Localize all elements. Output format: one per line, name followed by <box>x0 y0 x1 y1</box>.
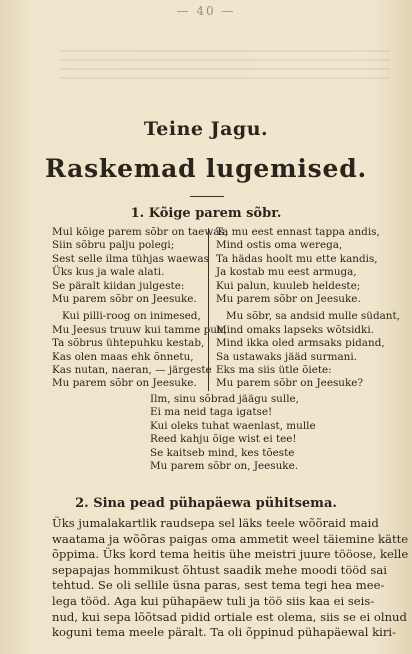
poem-line: Ja kostab mu eest armuga, <box>216 266 357 279</box>
poem-stanza <box>216 226 394 306</box>
poem-line: Ta sõbrus ühtepuhku kestab, <box>52 337 205 350</box>
prose-line: lega tööd. Aga kui pühapäew tuli ja töö siis kaa ei seis- <box>52 593 375 608</box>
poem-line: Mind omaks lapseks wõtsidki. <box>216 323 374 336</box>
poem-line: Mu parem sõbr on Jeesuke. <box>52 293 197 306</box>
title-divider <box>190 196 224 197</box>
section-1-title: 1. Kõige parem sõbr. <box>130 206 282 221</box>
poem-line: Eks ma siis ütle õiete: <box>216 364 332 377</box>
poem-line: Se kaitseb mind, kes tõeste <box>150 446 295 459</box>
poem-line: Siin sõbru palju polegi; <box>52 239 175 252</box>
poem-line: Sa ustawaks jääd surmani. <box>216 350 357 363</box>
section-2-title: 2. Sina pead pühapäewa pühitsema. <box>75 496 337 511</box>
poem-line: Kui pilli-roog on inimesed, <box>62 310 201 323</box>
poem-line: Mu parem sõbr on Jeesuke. <box>52 377 197 390</box>
prose-line: koguni tema meele päralt. Ta oli õppinud pühapäewal kiri- <box>52 625 397 640</box>
prose-line: õppima. Üks kord tema heitis ühe meistri juure tööose, kelle <box>52 547 409 562</box>
poem-line: Kas olen maas ehk õnnetu, <box>52 350 194 363</box>
poem-line: Ta mu eest ennast tappa andis, <box>216 226 380 238</box>
bleed-through-text <box>60 50 390 86</box>
poem-line: Üks kus ja wale alati. <box>52 266 165 279</box>
chapter-title: Raskemad lugemised. <box>44 154 368 183</box>
poem-line: Kui palun, kuuleb heldeste; <box>216 279 361 292</box>
poem-line: Ilm, sinu sõbrad jäägu sulle, <box>150 393 299 405</box>
poem-line: Kui oleks tuhat waenlast, mulle <box>150 419 316 432</box>
poem-right-column <box>216 226 400 395</box>
poem-line: Ta hädas hoolt mu ette kandis, <box>216 252 378 265</box>
poem-line: Mu parem sõbr on Jeesuke? <box>216 377 364 390</box>
poem-line: Ei ma neid taga igatse! <box>150 406 273 419</box>
poem-line: Sest selle ilma tühjas waewas <box>52 252 209 265</box>
poem-line: Mu parem sõbr on, Jeesuke. <box>150 460 299 473</box>
part-title: Teine Jagu. <box>143 118 269 140</box>
poem-stanza <box>52 310 227 390</box>
poem-left-column <box>52 226 229 395</box>
poem-line: Mul kõige parem sõbr on taewas, <box>52 226 229 238</box>
poem-line: Mu sõbr, sa andsid mulle südant, <box>226 310 400 323</box>
poem-stanza <box>216 310 400 390</box>
prose-paragraph <box>52 516 409 641</box>
poem-stanza <box>52 226 229 306</box>
poem-line: Reed kahju õige wist ei tee! <box>150 433 297 446</box>
poem-line: Mu Jeesus truuw kui tamme puu, <box>52 323 227 336</box>
poem-line: Kas nutan, naeran, — järgeste <box>52 364 212 377</box>
poem-line: Mind ikka oled armsaks pidand, <box>216 337 385 350</box>
prose-line: nud, kui sepa lõõtsad pidid ortiale est olema, siis se ei olnud <box>52 609 407 624</box>
prose-line: waatama ja wõõras paigas oma ammetit weel täiemine kätte <box>52 531 409 546</box>
page-number: — 40 — <box>176 4 236 18</box>
poem-line: Mind ostis oma werega, <box>216 239 343 252</box>
prose-line: sepapajas hommikust õhtust saadik mehe moodi tööd sai <box>52 562 387 577</box>
poem-closing-stanza <box>150 393 370 473</box>
column-divider <box>208 228 209 391</box>
prose-line: tehtud. Se oli sellile üsna paras, sest tema tegi hea mee- <box>52 578 385 593</box>
prose-line: Üks jumalakartlik raudsepa sel läks teele wõõraid maid <box>52 516 379 530</box>
poem-line: Se päralt kiidan julgeste: <box>52 279 185 292</box>
poem-line: Mu parem sõbr on Jeesuke. <box>216 293 361 306</box>
